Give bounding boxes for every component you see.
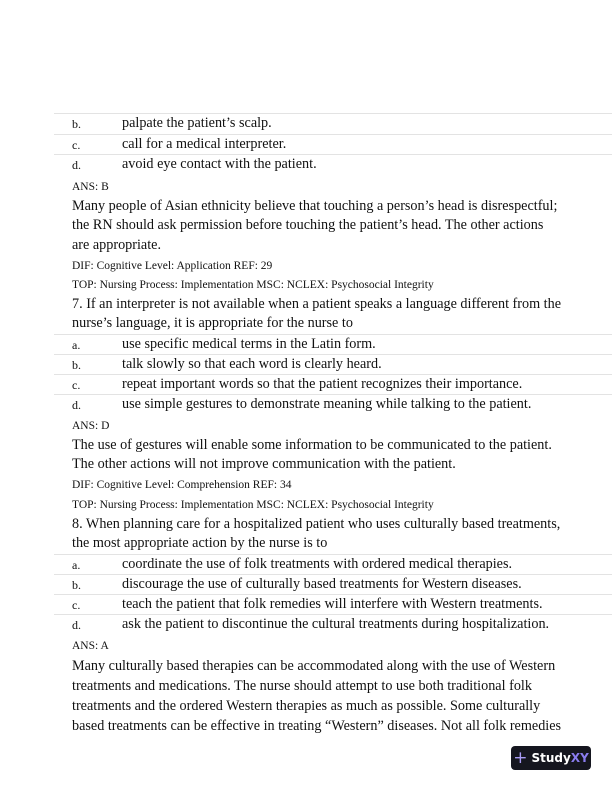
option-key: b. [72,117,81,131]
studyxy-badge[interactable] [511,746,591,770]
option-q8-c [54,594,612,615]
difficulty: DIF: Cognitive Level: Comprehension REF: 34 [72,479,292,491]
option-q7-b [54,354,612,375]
option-key: d. [72,618,81,632]
option-key: c. [72,378,81,392]
option-text: use specific medical terms in the Latin form. [122,336,376,352]
option-q7-d [54,394,612,415]
rationale-line: The use of gestures will enable some information to be communicated to the patient. [72,437,552,453]
option-text: repeat important words so that the patient recognizes their importance. [122,376,523,392]
plus-icon: + [513,747,528,768]
rationale-line: The other actions will not improve communication with the patient. [72,456,456,472]
rationale-line: the RN should ask permission before touching the patient’s head. The other actions [72,217,544,233]
rationale-line: Many culturally based therapies can be accommodated along with the use of Western [72,658,556,674]
option-key: d. [72,398,81,412]
topic: TOP: Nursing Process: Implementation MSC: NCLEX: Psychosocial Integrity [72,499,434,511]
option-key: d. [72,158,81,172]
question-stem: nurse’s language, it is appropriate for the nurse to [72,315,353,331]
rationale-line: based treatments can be effective in treating “Western” diseases. Not all folk remedies [72,718,562,734]
brand-study: Study [531,751,571,765]
brand-name [531,751,588,765]
rationale-line: Many people of Asian ethnicity believe that touching a person’s head is disrespectful; [72,198,558,214]
option-key: b. [72,358,81,372]
option-q6-c [54,134,612,155]
option-q8-a [54,554,612,575]
option-text: call for a medical interpreter. [122,136,287,152]
option-key: c. [72,138,81,152]
option-key: b. [72,578,81,592]
rationale-line: treatments and medications. The nurse should attempt to use both traditional folk [72,678,532,694]
rationale-line: treatments and the ordered Western therapies as much as possible. Some culturally [72,698,541,714]
option-text: coordinate the use of folk treatments with ordered medical therapies. [122,556,513,572]
answer: ANS: D [72,420,110,432]
option-text: palpate the patient’s scalp. [122,115,272,131]
answer: ANS: B [72,181,109,193]
question-stem: 7. If an interpreter is not available when a patient speaks a language different from the [72,296,562,312]
option-q6-d [54,154,612,175]
topic: TOP: Nursing Process: Implementation MSC: NCLEX: Psychosocial Integrity [72,279,434,291]
question-stem: the most appropriate action by the nurse is to [72,535,328,551]
rationale-line: are appropriate. [72,237,162,253]
option-text: teach the patient that folk remedies will interfere with Western treatments. [122,596,543,612]
question-stem: 8. When planning care for a hospitalized patient who uses culturally based treatments, [72,516,561,532]
option-q8-d [54,614,612,635]
option-q8-b [54,574,612,595]
option-key: a. [72,338,81,352]
option-text: ask the patient to discontinue the cultural treatments during hospitalization. [122,616,550,632]
option-key: c. [72,598,81,612]
option-text: discourage the use of culturally based treatments for Western diseases. [122,576,522,592]
option-text: talk slowly so that each word is clearly heard. [122,356,382,372]
answer: ANS: A [72,640,109,652]
option-q7-c [54,374,612,395]
option-q7-a [54,334,612,355]
option-text: use simple gestures to demonstrate meaning while talking to the patient. [122,396,532,412]
brand-xy: XY [570,751,589,765]
option-key: a. [72,558,81,572]
difficulty: DIF: Cognitive Level: Application REF: 29 [72,260,273,272]
option-q6-b [54,113,612,134]
option-text: avoid eye contact with the patient. [122,156,317,172]
